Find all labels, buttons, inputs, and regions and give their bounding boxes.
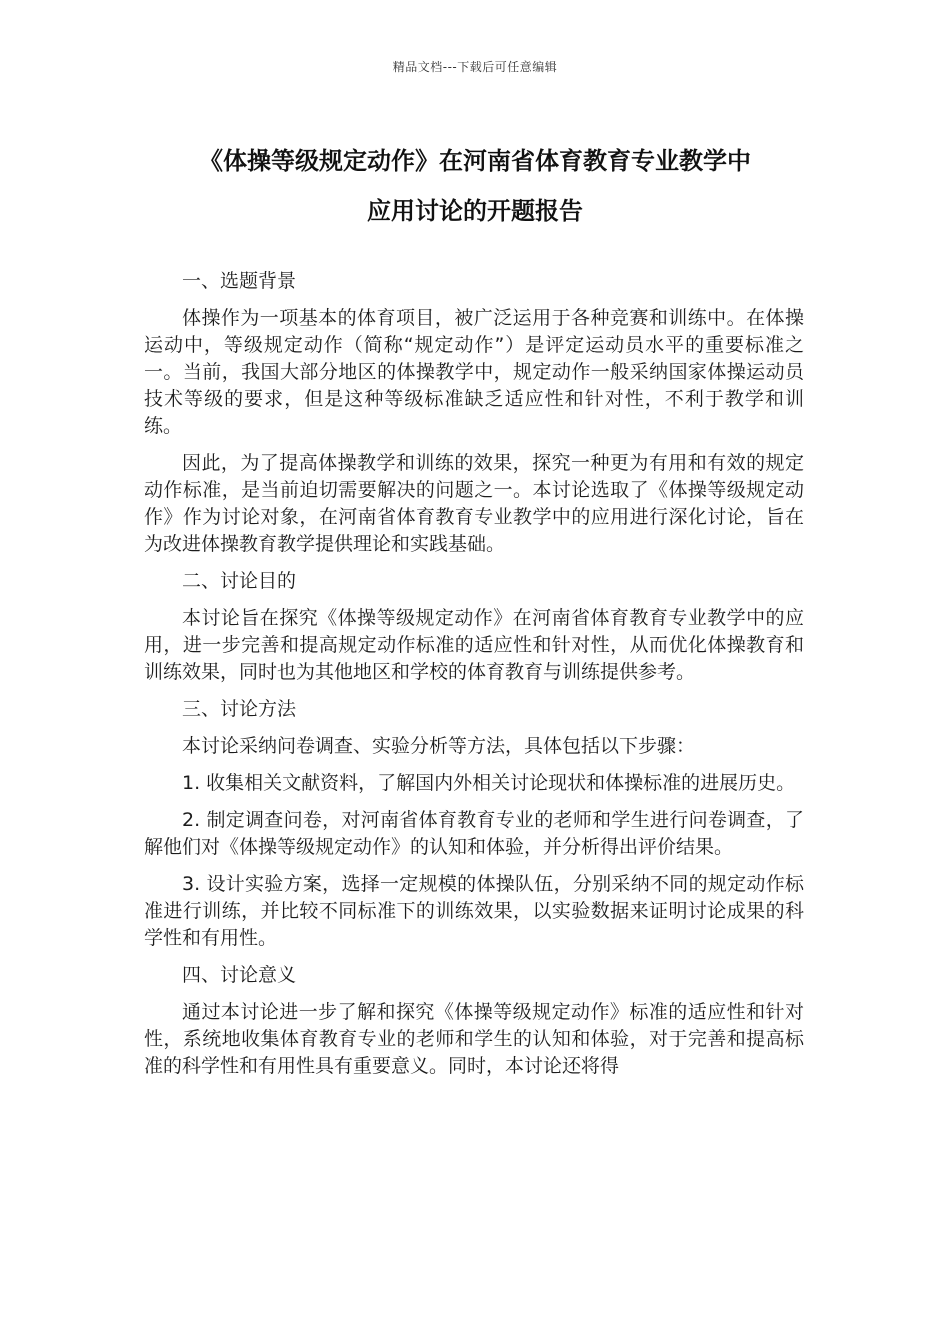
paragraph: 通过本讨论进一步了解和探究《体操等级规定动作》标准的适应性和针对性，系统地收集体育教育专业的老师和学生的认知和体验，对于完善和提高标准的科学性和有用性具有重要意义。同时，本讨论还将得 [144, 1001, 804, 1077]
section-heading-background: 一、选题背景 [182, 270, 297, 292]
section-heading-significance: 四、讨论意义 [182, 964, 297, 986]
list-item: 3. 设计实验方案，选择一定规模的体操队伍，分别采纳不同的规定动作标准进行训练，并比较不同标准下的训练效果，以实验数据来证明讨论成果的科学性和有用性。 [144, 873, 804, 949]
list-item: 1. 收集相关文献资料，了解国内外相关讨论现状和体操标准的进展历史。 [182, 772, 796, 794]
document-title-line-1: 《体操等级规定动作》在河南省体育教育专业教学中 [199, 147, 751, 175]
paragraph: 体操作为一项基本的体育项目，被广泛运用于各种竞赛和训练中。在体操运动中，等级规定动作（简称“规定动作”）是评定运动员水平的重要标准之一。当前，我国大部分地区的体操教学中，规定动作一般采纳国家体操运动员技术等级的要求，但是这种等级标准缺乏适应性和针对性，不利于教学和训练。 [144, 307, 804, 437]
paragraph: 因此，为了提高体操教学和训练的效果，探究一种更为有用和有效的规定动作标准，是当前迫切需要解决的问题之一。本讨论选取了《体操等级规定动作》作为讨论对象，在河南省体育教育专业教学中的应用进行深化讨论，旨在为改进体操教育教学提供理论和实践基础。 [144, 452, 804, 555]
section-heading-method: 三、讨论方法 [182, 698, 297, 720]
document-title [120, 136, 830, 236]
paragraph: 本讨论采纳问卷调查、实验分析等方法，具体包括以下步骤： [182, 735, 696, 757]
document-body [144, 268, 804, 1090]
paragraph: 本讨论旨在探究《体操等级规定动作》在河南省体育教育专业教学中的应用，进一步完善和提高规定动作标准的适应性和针对性，从而优化体操教育和训练效果，同时也为其他地区和学校的体育教育与训练提供参考。 [144, 607, 804, 683]
list-item: 2. 制定调查问卷，对河南省体育教育专业的老师和学生进行问卷调查，了解他们对《体操等级规定动作》的认知和体验，并分析得出评价结果。 [144, 809, 804, 858]
document-title-line-2: 应用讨论的开题报告 [367, 197, 583, 225]
section-heading-purpose: 二、讨论目的 [182, 570, 297, 592]
header-note: 精品文档---下载后可任意编辑 [392, 60, 558, 74]
